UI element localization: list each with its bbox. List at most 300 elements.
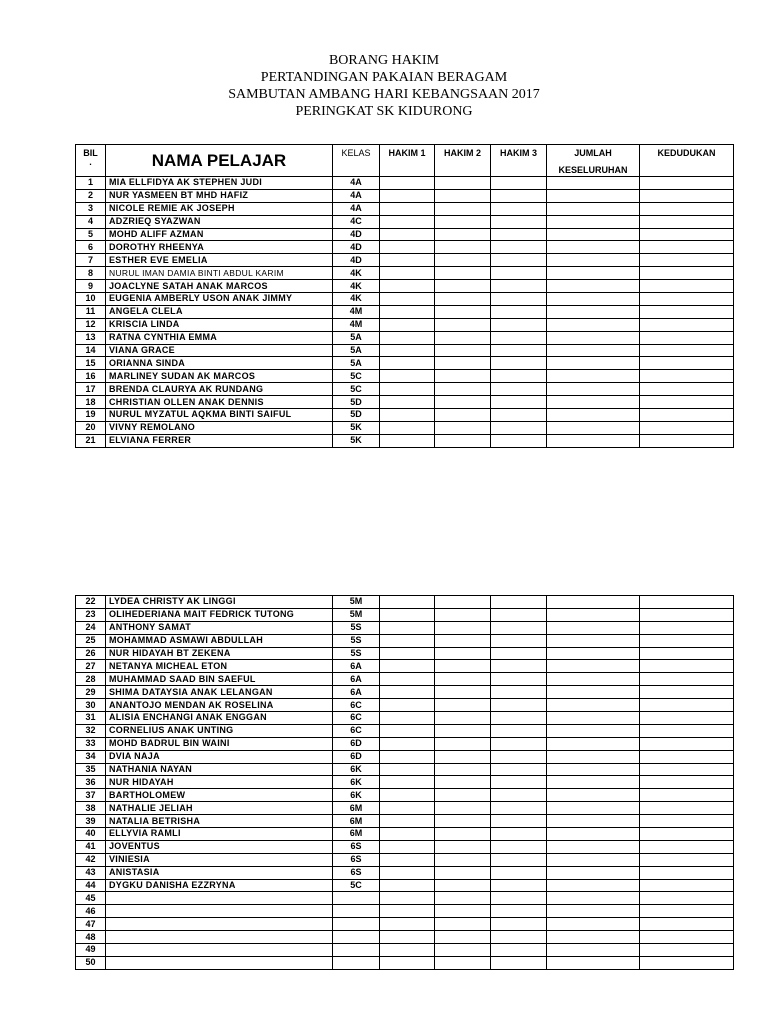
cell-jumlah[interactable] [547, 370, 640, 383]
cell-jumlah[interactable] [547, 931, 640, 944]
cell-hakim1[interactable] [380, 241, 435, 254]
cell-nama: MOHD ALIFF AZMAN [106, 228, 333, 241]
cell-hakim3[interactable] [491, 267, 547, 280]
cell-kedudukan[interactable] [640, 931, 734, 944]
cell-hakim2[interactable] [435, 686, 491, 699]
table-row [76, 357, 734, 370]
cell-jumlah[interactable] [547, 802, 640, 815]
cell-hakim2[interactable] [435, 879, 491, 892]
cell-jumlah[interactable] [547, 596, 640, 609]
cell-hakim3[interactable] [491, 215, 547, 228]
cell-hakim2[interactable] [435, 608, 491, 621]
cell-hakim1[interactable] [380, 750, 435, 763]
cell-hakim3[interactable] [491, 724, 547, 737]
cell-hakim2[interactable] [435, 776, 491, 789]
cell-hakim1[interactable] [380, 944, 435, 957]
cell-hakim1[interactable] [380, 434, 435, 447]
cell-hakim2[interactable] [435, 815, 491, 828]
cell-hakim1[interactable] [380, 228, 435, 241]
cell-hakim1[interactable] [380, 344, 435, 357]
table-row [76, 686, 734, 699]
cell-kelas: 6S [333, 866, 380, 879]
cell-hakim1[interactable] [380, 215, 435, 228]
cell-kedudukan[interactable] [640, 673, 734, 686]
cell-jumlah[interactable] [547, 750, 640, 763]
cell-hakim1[interactable] [380, 383, 435, 396]
table-row [76, 660, 734, 673]
cell-kedudukan[interactable] [640, 647, 734, 660]
cell-kedudukan[interactable] [640, 228, 734, 241]
cell-bil: 20 [76, 421, 106, 434]
cell-hakim2[interactable] [435, 634, 491, 647]
cell-hakim2[interactable] [435, 421, 491, 434]
cell-hakim3[interactable] [491, 608, 547, 621]
cell-jumlah[interactable] [547, 331, 640, 344]
cell-hakim2[interactable] [435, 215, 491, 228]
cell-hakim1[interactable] [380, 956, 435, 969]
cell-jumlah[interactable] [547, 866, 640, 879]
cell-kelas: 5C [333, 383, 380, 396]
cell-hakim1[interactable] [380, 828, 435, 841]
cell-hakim2[interactable] [435, 331, 491, 344]
cell-hakim2[interactable] [435, 918, 491, 931]
cell-jumlah[interactable] [547, 241, 640, 254]
cell-bil: 1 [76, 177, 106, 190]
cell-nama: OLIHEDERIANA MAIT FEDRICK TUTONG [106, 608, 333, 621]
table-row [76, 241, 734, 254]
cell-hakim3[interactable] [491, 840, 547, 853]
cell-hakim1[interactable] [380, 608, 435, 621]
table-row [76, 318, 734, 331]
cell-kelas: 5A [333, 344, 380, 357]
cell-jumlah[interactable] [547, 673, 640, 686]
cell-jumlah[interactable] [547, 634, 640, 647]
cell-hakim1[interactable] [380, 776, 435, 789]
cell-jumlah[interactable] [547, 177, 640, 190]
cell-kedudukan[interactable] [640, 879, 734, 892]
cell-hakim3[interactable] [491, 305, 547, 318]
cell-hakim1[interactable] [380, 737, 435, 750]
cell-jumlah[interactable] [547, 944, 640, 957]
cell-nama [106, 905, 333, 918]
cell-hakim1[interactable] [380, 866, 435, 879]
cell-nama: DYGKU DANISHA EZZRYNA [106, 879, 333, 892]
cell-nama: DOROTHY RHEENYA [106, 241, 333, 254]
cell-kedudukan[interactable] [640, 177, 734, 190]
cell-hakim2[interactable] [435, 840, 491, 853]
cell-kelas: 6A [333, 686, 380, 699]
cell-hakim2[interactable] [435, 396, 491, 409]
cell-hakim1[interactable] [380, 202, 435, 215]
cell-jumlah[interactable] [547, 215, 640, 228]
cell-kedudukan[interactable] [640, 828, 734, 841]
cell-kedudukan[interactable] [640, 712, 734, 725]
cell-kedudukan[interactable] [640, 944, 734, 957]
cell-kedudukan[interactable] [640, 331, 734, 344]
cell-hakim3[interactable] [491, 737, 547, 750]
cell-hakim3[interactable] [491, 293, 547, 306]
cell-hakim1[interactable] [380, 621, 435, 634]
cell-hakim2[interactable] [435, 344, 491, 357]
cell-hakim2[interactable] [435, 750, 491, 763]
cell-jumlah[interactable] [547, 763, 640, 776]
form-title: BORANG HAKIM [328, 53, 440, 68]
cell-hakim2[interactable] [435, 228, 491, 241]
cell-hakim2[interactable] [435, 892, 491, 905]
cell-bil: 33 [76, 737, 106, 750]
cell-kedudukan[interactable] [640, 763, 734, 776]
cell-kedudukan[interactable] [640, 750, 734, 763]
cell-hakim3[interactable] [491, 370, 547, 383]
cell-hakim1[interactable] [380, 699, 435, 712]
cell-hakim2[interactable] [435, 434, 491, 447]
cell-hakim1[interactable] [380, 931, 435, 944]
cell-jumlah[interactable] [547, 712, 640, 725]
table-row [76, 370, 734, 383]
cell-hakim3[interactable] [491, 699, 547, 712]
cell-kedudukan[interactable] [640, 840, 734, 853]
cell-hakim3[interactable] [491, 712, 547, 725]
cell-hakim1[interactable] [380, 802, 435, 815]
cell-kelas: 5M [333, 596, 380, 609]
cell-kedudukan[interactable] [640, 293, 734, 306]
cell-hakim3[interactable] [491, 634, 547, 647]
cell-kedudukan[interactable] [640, 202, 734, 215]
cell-jumlah[interactable] [547, 621, 640, 634]
cell-hakim3[interactable] [491, 789, 547, 802]
cell-hakim3[interactable] [491, 421, 547, 434]
column-header-kelas: KELAS [333, 145, 380, 177]
cell-hakim3[interactable] [491, 931, 547, 944]
cell-hakim1[interactable] [380, 331, 435, 344]
cell-hakim1[interactable] [380, 660, 435, 673]
cell-bil: 49 [76, 944, 106, 957]
cell-hakim3[interactable] [491, 396, 547, 409]
cell-hakim2[interactable] [435, 660, 491, 673]
cell-kelas: 6C [333, 699, 380, 712]
cell-hakim3[interactable] [491, 802, 547, 815]
cell-jumlah[interactable] [547, 293, 640, 306]
cell-bil: 21 [76, 434, 106, 447]
cell-hakim2[interactable] [435, 802, 491, 815]
cell-hakim1[interactable] [380, 634, 435, 647]
cell-kedudukan[interactable] [640, 280, 734, 293]
cell-jumlah[interactable] [547, 724, 640, 737]
cell-hakim3[interactable] [491, 673, 547, 686]
cell-hakim3[interactable] [491, 357, 547, 370]
cell-jumlah[interactable] [547, 305, 640, 318]
cell-jumlah[interactable] [547, 608, 640, 621]
cell-kedudukan[interactable] [640, 621, 734, 634]
cell-jumlah[interactable] [547, 280, 640, 293]
cell-hakim2[interactable] [435, 409, 491, 422]
cell-hakim1[interactable] [380, 370, 435, 383]
cell-hakim3[interactable] [491, 228, 547, 241]
cell-kedudukan[interactable] [640, 267, 734, 280]
cell-kedudukan[interactable] [640, 737, 734, 750]
cell-hakim2[interactable] [435, 254, 491, 267]
cell-jumlah[interactable] [547, 828, 640, 841]
cell-hakim1[interactable] [380, 189, 435, 202]
cell-hakim2[interactable] [435, 621, 491, 634]
cell-hakim2[interactable] [435, 318, 491, 331]
cell-hakim1[interactable] [380, 421, 435, 434]
cell-bil: 15 [76, 357, 106, 370]
cell-hakim2[interactable] [435, 853, 491, 866]
column-header-hakim1: HAKIM 1 [380, 145, 435, 177]
cell-kedudukan[interactable] [640, 815, 734, 828]
cell-bil: 29 [76, 686, 106, 699]
cell-hakim2[interactable] [435, 673, 491, 686]
cell-hakim1[interactable] [380, 267, 435, 280]
cell-hakim3[interactable] [491, 892, 547, 905]
cell-hakim2[interactable] [435, 596, 491, 609]
cell-jumlah[interactable] [547, 434, 640, 447]
cell-jumlah[interactable] [547, 228, 640, 241]
cell-kedudukan[interactable] [640, 409, 734, 422]
cell-hakim3[interactable] [491, 596, 547, 609]
cell-kedudukan[interactable] [640, 866, 734, 879]
cell-jumlah[interactable] [547, 905, 640, 918]
cell-hakim2[interactable] [435, 647, 491, 660]
cell-hakim2[interactable] [435, 189, 491, 202]
cell-kelas [333, 892, 380, 905]
cell-hakim1[interactable] [380, 712, 435, 725]
cell-kedudukan[interactable] [640, 918, 734, 931]
cell-hakim1[interactable] [380, 596, 435, 609]
cell-hakim3[interactable] [491, 763, 547, 776]
cell-hakim1[interactable] [380, 763, 435, 776]
cell-hakim2[interactable] [435, 383, 491, 396]
cell-bil: 45 [76, 892, 106, 905]
cell-hakim2[interactable] [435, 177, 491, 190]
cell-jumlah[interactable] [547, 853, 640, 866]
cell-hakim1[interactable] [380, 724, 435, 737]
cell-hakim2[interactable] [435, 763, 491, 776]
cell-kedudukan[interactable] [640, 305, 734, 318]
cell-hakim2[interactable] [435, 828, 491, 841]
cell-jumlah[interactable] [547, 254, 640, 267]
table-row [76, 409, 734, 422]
cell-jumlah[interactable] [547, 660, 640, 673]
cell-bil: 2 [76, 189, 106, 202]
cell-hakim1[interactable] [380, 815, 435, 828]
cell-hakim1[interactable] [380, 905, 435, 918]
cell-nama: MIA ELLFIDYA AK STEPHEN JUDI [106, 177, 333, 190]
cell-hakim3[interactable] [491, 956, 547, 969]
cell-hakim3[interactable] [491, 280, 547, 293]
table-row [76, 905, 734, 918]
cell-hakim3[interactable] [491, 853, 547, 866]
cell-jumlah[interactable] [547, 776, 640, 789]
cell-hakim3[interactable] [491, 828, 547, 841]
cell-kedudukan[interactable] [640, 892, 734, 905]
cell-hakim2[interactable] [435, 202, 491, 215]
cell-hakim1[interactable] [380, 254, 435, 267]
cell-hakim3[interactable] [491, 383, 547, 396]
cell-hakim1[interactable] [380, 673, 435, 686]
cell-hakim3[interactable] [491, 750, 547, 763]
cell-hakim3[interactable] [491, 189, 547, 202]
cell-hakim3[interactable] [491, 686, 547, 699]
cell-jumlah[interactable] [547, 879, 640, 892]
cell-hakim1[interactable] [380, 357, 435, 370]
cell-hakim1[interactable] [380, 840, 435, 853]
cell-kedudukan[interactable] [640, 660, 734, 673]
cell-hakim1[interactable] [380, 879, 435, 892]
cell-hakim3[interactable] [491, 409, 547, 422]
cell-nama: NATALIA BETRISHA [106, 815, 333, 828]
competition-name: PERTANDINGAN PAKAIAN BERAGAM [260, 70, 508, 85]
cell-hakim3[interactable] [491, 621, 547, 634]
cell-kedudukan[interactable] [640, 434, 734, 447]
cell-hakim1[interactable] [380, 789, 435, 802]
cell-hakim2[interactable] [435, 905, 491, 918]
cell-hakim1[interactable] [380, 318, 435, 331]
cell-hakim1[interactable] [380, 293, 435, 306]
cell-hakim2[interactable] [435, 956, 491, 969]
cell-kedudukan[interactable] [640, 396, 734, 409]
cell-kedudukan[interactable] [640, 596, 734, 609]
cell-jumlah[interactable] [547, 956, 640, 969]
cell-jumlah[interactable] [547, 815, 640, 828]
cell-hakim2[interactable] [435, 293, 491, 306]
cell-jumlah[interactable] [547, 267, 640, 280]
cell-hakim3[interactable] [491, 241, 547, 254]
cell-kedudukan[interactable] [640, 724, 734, 737]
cell-jumlah[interactable] [547, 189, 640, 202]
cell-bil: 42 [76, 853, 106, 866]
cell-hakim3[interactable] [491, 434, 547, 447]
cell-jumlah[interactable] [547, 357, 640, 370]
cell-hakim3[interactable] [491, 905, 547, 918]
cell-kedudukan[interactable] [640, 241, 734, 254]
cell-kedudukan[interactable] [640, 318, 734, 331]
cell-kedudukan[interactable] [640, 215, 734, 228]
cell-hakim1[interactable] [380, 305, 435, 318]
cell-kedudukan[interactable] [640, 905, 734, 918]
cell-kelas [333, 931, 380, 944]
cell-hakim3[interactable] [491, 344, 547, 357]
cell-hakim2[interactable] [435, 724, 491, 737]
cell-hakim2[interactable] [435, 241, 491, 254]
cell-kedudukan[interactable] [640, 776, 734, 789]
cell-jumlah[interactable] [547, 421, 640, 434]
cell-kedudukan[interactable] [640, 956, 734, 969]
cell-bil: 7 [76, 254, 106, 267]
cell-hakim1[interactable] [380, 396, 435, 409]
cell-bil: 30 [76, 699, 106, 712]
cell-jumlah[interactable] [547, 918, 640, 931]
cell-hakim3[interactable] [491, 177, 547, 190]
cell-hakim3[interactable] [491, 815, 547, 828]
cell-jumlah[interactable] [547, 840, 640, 853]
cell-jumlah[interactable] [547, 344, 640, 357]
cell-kelas: 4D [333, 241, 380, 254]
cell-hakim3[interactable] [491, 254, 547, 267]
cell-jumlah[interactable] [547, 318, 640, 331]
cell-jumlah[interactable] [547, 202, 640, 215]
cell-jumlah[interactable] [547, 686, 640, 699]
cell-hakim3[interactable] [491, 660, 547, 673]
cell-hakim3[interactable] [491, 318, 547, 331]
cell-nama: NUR HIDAYAH [106, 776, 333, 789]
cell-hakim2[interactable] [435, 944, 491, 957]
table-row [76, 815, 734, 828]
cell-kedudukan[interactable] [640, 189, 734, 202]
cell-hakim2[interactable] [435, 866, 491, 879]
cell-nama: ELLYVIA RAMLI [106, 828, 333, 841]
cell-kedudukan[interactable] [640, 686, 734, 699]
cell-nama: VIVNY REMOLANO [106, 421, 333, 434]
cell-hakim2[interactable] [435, 737, 491, 750]
cell-kedudukan[interactable] [640, 634, 734, 647]
cell-nama: NURUL MYZATUL AQKMA BINTI SAIFUL [106, 409, 333, 422]
cell-kedudukan[interactable] [640, 421, 734, 434]
cell-kelas: 6A [333, 673, 380, 686]
cell-jumlah[interactable] [547, 409, 640, 422]
cell-jumlah[interactable] [547, 737, 640, 750]
cell-hakim2[interactable] [435, 712, 491, 725]
cell-jumlah[interactable] [547, 383, 640, 396]
cell-kedudukan[interactable] [640, 383, 734, 396]
cell-hakim2[interactable] [435, 305, 491, 318]
cell-hakim1[interactable] [380, 853, 435, 866]
cell-hakim1[interactable] [380, 409, 435, 422]
cell-hakim2[interactable] [435, 931, 491, 944]
cell-jumlah[interactable] [547, 699, 640, 712]
cell-kedudukan[interactable] [640, 254, 734, 267]
cell-jumlah[interactable] [547, 892, 640, 905]
cell-kedudukan[interactable] [640, 789, 734, 802]
cell-hakim3[interactable] [491, 866, 547, 879]
cell-hakim3[interactable] [491, 776, 547, 789]
cell-hakim3[interactable] [491, 944, 547, 957]
cell-hakim3[interactable] [491, 331, 547, 344]
cell-hakim2[interactable] [435, 280, 491, 293]
cell-hakim1[interactable] [380, 280, 435, 293]
cell-jumlah[interactable] [547, 647, 640, 660]
cell-hakim2[interactable] [435, 370, 491, 383]
cell-kedudukan[interactable] [640, 853, 734, 866]
cell-hakim1[interactable] [380, 686, 435, 699]
cell-kedudukan[interactable] [640, 344, 734, 357]
cell-kedudukan[interactable] [640, 802, 734, 815]
cell-hakim1[interactable] [380, 918, 435, 931]
cell-kedudukan[interactable] [640, 370, 734, 383]
cell-jumlah[interactable] [547, 396, 640, 409]
cell-kedudukan[interactable] [640, 699, 734, 712]
cell-hakim1[interactable] [380, 177, 435, 190]
cell-hakim1[interactable] [380, 647, 435, 660]
cell-hakim2[interactable] [435, 357, 491, 370]
cell-jumlah[interactable] [547, 789, 640, 802]
cell-hakim3[interactable] [491, 647, 547, 660]
cell-hakim1[interactable] [380, 892, 435, 905]
cell-hakim3[interactable] [491, 202, 547, 215]
cell-hakim3[interactable] [491, 879, 547, 892]
cell-hakim2[interactable] [435, 789, 491, 802]
cell-kedudukan[interactable] [640, 357, 734, 370]
cell-hakim3[interactable] [491, 918, 547, 931]
cell-nama: JOVENTUS [106, 840, 333, 853]
cell-kedudukan[interactable] [640, 608, 734, 621]
cell-hakim2[interactable] [435, 267, 491, 280]
cell-bil: 9 [76, 280, 106, 293]
cell-hakim2[interactable] [435, 699, 491, 712]
cell-kelas [333, 918, 380, 931]
cell-kelas: 6C [333, 712, 380, 725]
